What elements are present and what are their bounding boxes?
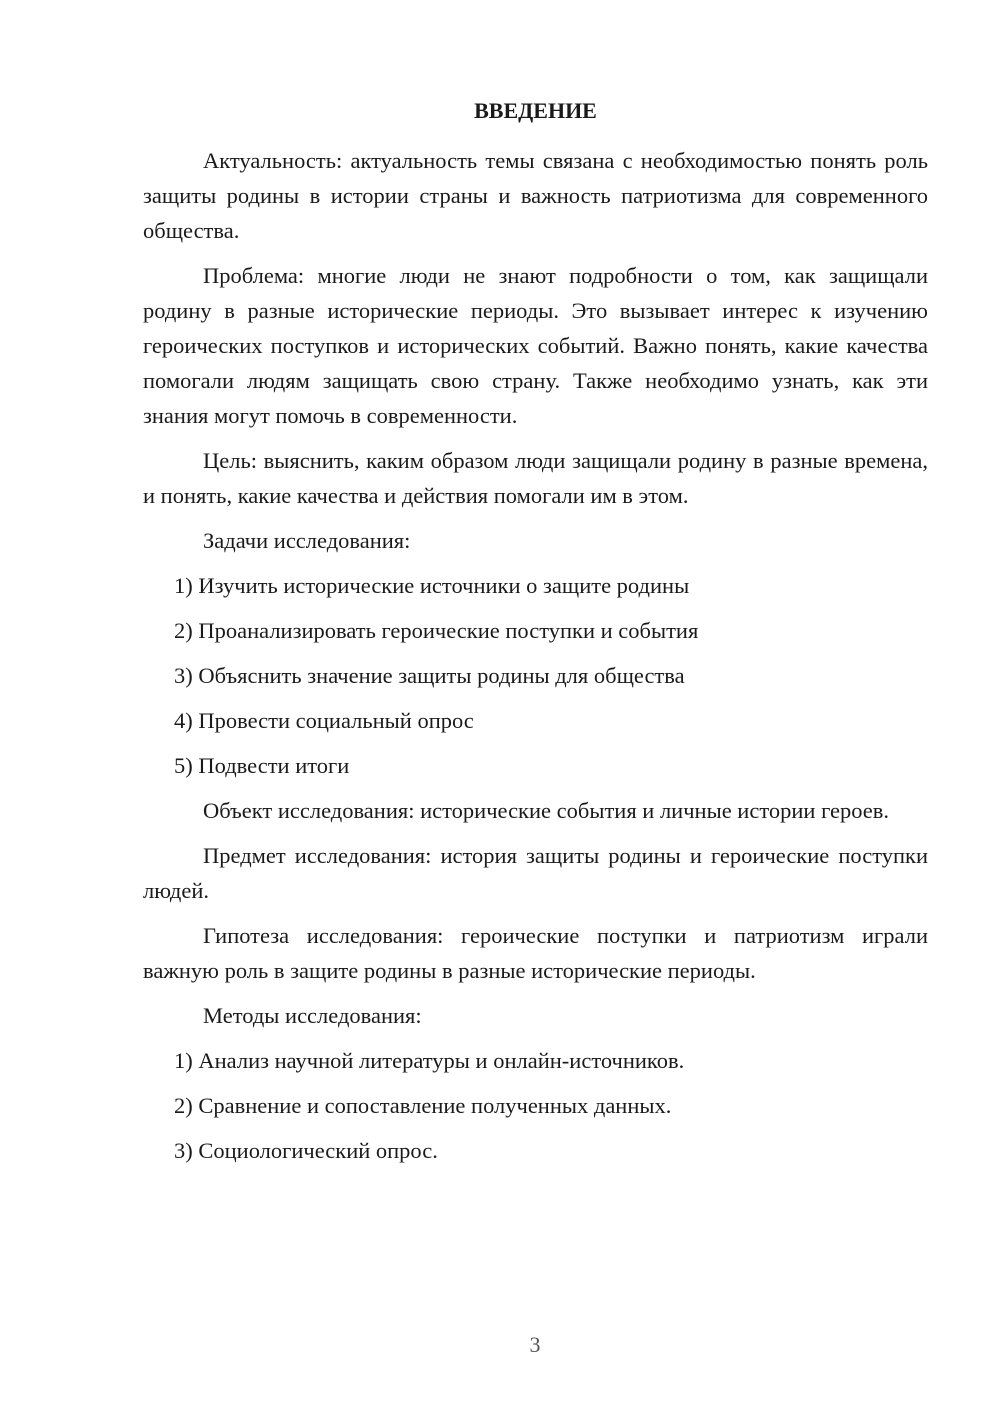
task-item: 4) Провести социальный опрос <box>174 708 474 733</box>
relevance-paragraph: Актуальность: актуальность темы связана с необходимостью понять роль защиты родины в истории страны и важность патриотизма для современного общества. <box>143 148 928 243</box>
page-title: ВВЕДЕНИЕ <box>474 98 597 123</box>
method-item: 1) Анализ научной литературы и онлайн-источников. <box>174 1048 685 1073</box>
task-item: 1) Изучить исторические источники о защите родины <box>174 573 690 598</box>
goal-paragraph: Цель: выяснить, каким образом люди защищали родину в разные времена, и понять, какие качества и действия помогали им в этом. <box>143 448 928 508</box>
page-content <box>143 96 928 1178</box>
method-item: 3) Социологический опрос. <box>174 1138 438 1163</box>
task-item: 2) Проанализировать героические поступки и события <box>174 618 699 643</box>
tasks-heading: Задачи исследования: <box>203 528 411 553</box>
method-item: 2) Сравнение и сопоставление полученных данных. <box>174 1093 672 1118</box>
methods-heading: Методы исследования: <box>203 1003 422 1028</box>
subject-paragraph: Предмет исследования: история защиты родины и героические поступки людей. <box>143 843 928 903</box>
object-paragraph: Объект исследования: исторические события и личные истории героев. <box>203 798 890 823</box>
page-number: 3 <box>529 1332 541 1357</box>
hypothesis-paragraph: Гипотеза исследования: героические поступки и патриотизм играли важную роль в защите родины в разные исторические периоды. <box>143 923 928 983</box>
task-item: 5) Подвести итоги <box>174 753 350 778</box>
task-item: 3) Объяснить значение защиты родины для общества <box>174 663 685 688</box>
problem-paragraph: Проблема: многие люди не знают подробности о том, как защищали родину в разные исторические периоды. Это вызывает интерес к изучению героических поступков и исторических событий. Важно понять, какие качества помогали людям защищать свою страну. Также необходимо узнать, как эти знания могут помочь в современности. <box>143 263 928 428</box>
